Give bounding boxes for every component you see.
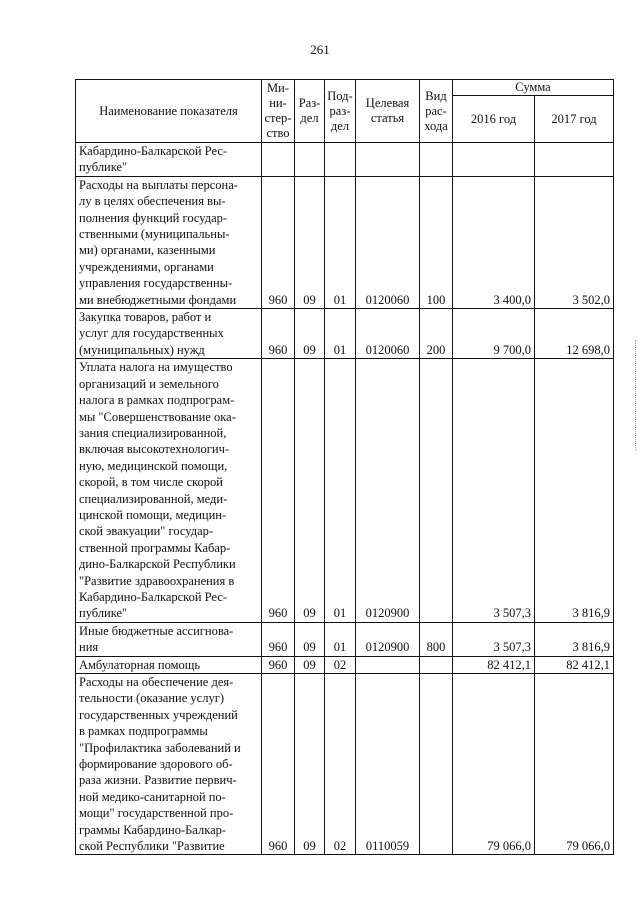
row-expense-type: 800 — [420, 622, 453, 656]
row-sum-2016: 3 507,3 — [453, 359, 535, 623]
row-sum-2017: 3 816,9 — [535, 359, 614, 623]
row-sum-2016: 9 700,0 — [453, 309, 535, 359]
row-section: 09 — [295, 622, 325, 656]
row-ministry: 960 — [262, 176, 295, 308]
row-target: 0120900 — [356, 622, 420, 656]
header-sum: Сумма — [453, 80, 614, 96]
row-target: 0120060 — [356, 309, 420, 359]
row-sum-2017 — [535, 143, 614, 177]
row-subsection: 01 — [325, 309, 356, 359]
row-name: Расходы на выплаты персона- лу в целях обеспечения вы- полнения функций государ- ственными (муниципальны- ми) органами, казенными учреждениями, органами управления государственны- ми внебюджетными фондами — [76, 176, 262, 308]
row-ministry: 960 — [262, 622, 295, 656]
row-expense-type — [420, 143, 453, 177]
row-subsection: 02 — [325, 656, 356, 673]
row-subsection: 01 — [325, 359, 356, 623]
table-row — [76, 309, 614, 359]
row-sum-2016: 82 412,1 — [453, 656, 535, 673]
table-row — [76, 674, 614, 855]
row-expense-type — [420, 656, 453, 673]
row-sum-2016 — [453, 143, 535, 177]
row-section: 09 — [295, 674, 325, 855]
row-target: 0110059 — [356, 674, 420, 855]
header-subsection: Под- раз- дел — [325, 80, 356, 143]
row-ministry: 960 — [262, 674, 295, 855]
row-name: Уплата налога на имущество организаций и земельного налога в рамках подпрограм- мы "Совершенствование ока- зания специализированной, включая высокотехнологич- ную, медицинской помощи, скорой, в том числе скорой специализированной, меди- цинской помощи, медицин- ской эвакуации" государ- ственной программы Кабар- дино-Балкарской Республики "Развитие здравоохранения в Кабардино-Балкарской Рес- публике" — [76, 359, 262, 623]
row-ministry: 960 — [262, 359, 295, 623]
row-name: Амбулаторная помощь — [76, 656, 262, 673]
row-ministry: 960 — [262, 309, 295, 359]
table-row — [76, 359, 614, 623]
row-section — [295, 143, 325, 177]
row-subsection: 02 — [325, 674, 356, 855]
row-sum-2017: 79 066,0 — [535, 674, 614, 855]
row-sum-2017: 12 698,0 — [535, 309, 614, 359]
row-sum-2016: 79 066,0 — [453, 674, 535, 855]
row-subsection: 01 — [325, 622, 356, 656]
row-section: 09 — [295, 359, 325, 623]
row-sum-2017: 3 502,0 — [535, 176, 614, 308]
row-expense-type: 200 — [420, 309, 453, 359]
table-row — [76, 143, 614, 177]
row-target — [356, 656, 420, 673]
budget-table — [75, 79, 614, 855]
scan-edge-mark — [633, 340, 636, 450]
row-expense-type: 100 — [420, 176, 453, 308]
header-ministry: Ми- ни- стер- ство — [262, 80, 295, 143]
page-number: 261 — [310, 42, 330, 57]
row-target — [356, 143, 420, 177]
row-section: 09 — [295, 656, 325, 673]
row-name: Кабардино-Балкарской Рес- публике" — [76, 143, 262, 177]
header-name: Наименование показателя — [76, 80, 262, 143]
header-expense-type: Вид рас- хода — [420, 80, 453, 143]
header-section: Раз- дел — [295, 80, 325, 143]
row-sum-2017: 82 412,1 — [535, 656, 614, 673]
table-row — [76, 656, 614, 673]
row-sum-2017: 3 816,9 — [535, 622, 614, 656]
row-ministry: 960 — [262, 656, 295, 673]
row-target: 0120060 — [356, 176, 420, 308]
row-name: Расходы на обеспечение дея- тельности (оказание услуг) государственных учреждений в рамках подпрограммы "Профилактика заболеваний и формирование здорового об- раза жизни. Развитие первич- ной медико-санитарной по- мощи" государственной про- граммы Кабардино-Балкар- ской Республики "Развитие — [76, 674, 262, 855]
row-expense-type — [420, 674, 453, 855]
header-year-2017: 2017 год — [535, 96, 614, 143]
table-row — [76, 176, 614, 308]
row-subsection — [325, 143, 356, 177]
row-section: 09 — [295, 309, 325, 359]
row-name: Закупка товаров, работ и услуг для государственных (муниципальных) нужд — [76, 309, 262, 359]
header-year-2016: 2016 год — [453, 96, 535, 143]
table-row — [76, 622, 614, 656]
row-section: 09 — [295, 176, 325, 308]
row-target: 0120900 — [356, 359, 420, 623]
row-expense-type — [420, 359, 453, 623]
row-name: Иные бюджетные ассигнова- ния — [76, 622, 262, 656]
row-sum-2016: 3 400,0 — [453, 176, 535, 308]
row-ministry — [262, 143, 295, 177]
row-sum-2016: 3 507,3 — [453, 622, 535, 656]
row-subsection: 01 — [325, 176, 356, 308]
header-target: Целевая статья — [356, 80, 420, 143]
